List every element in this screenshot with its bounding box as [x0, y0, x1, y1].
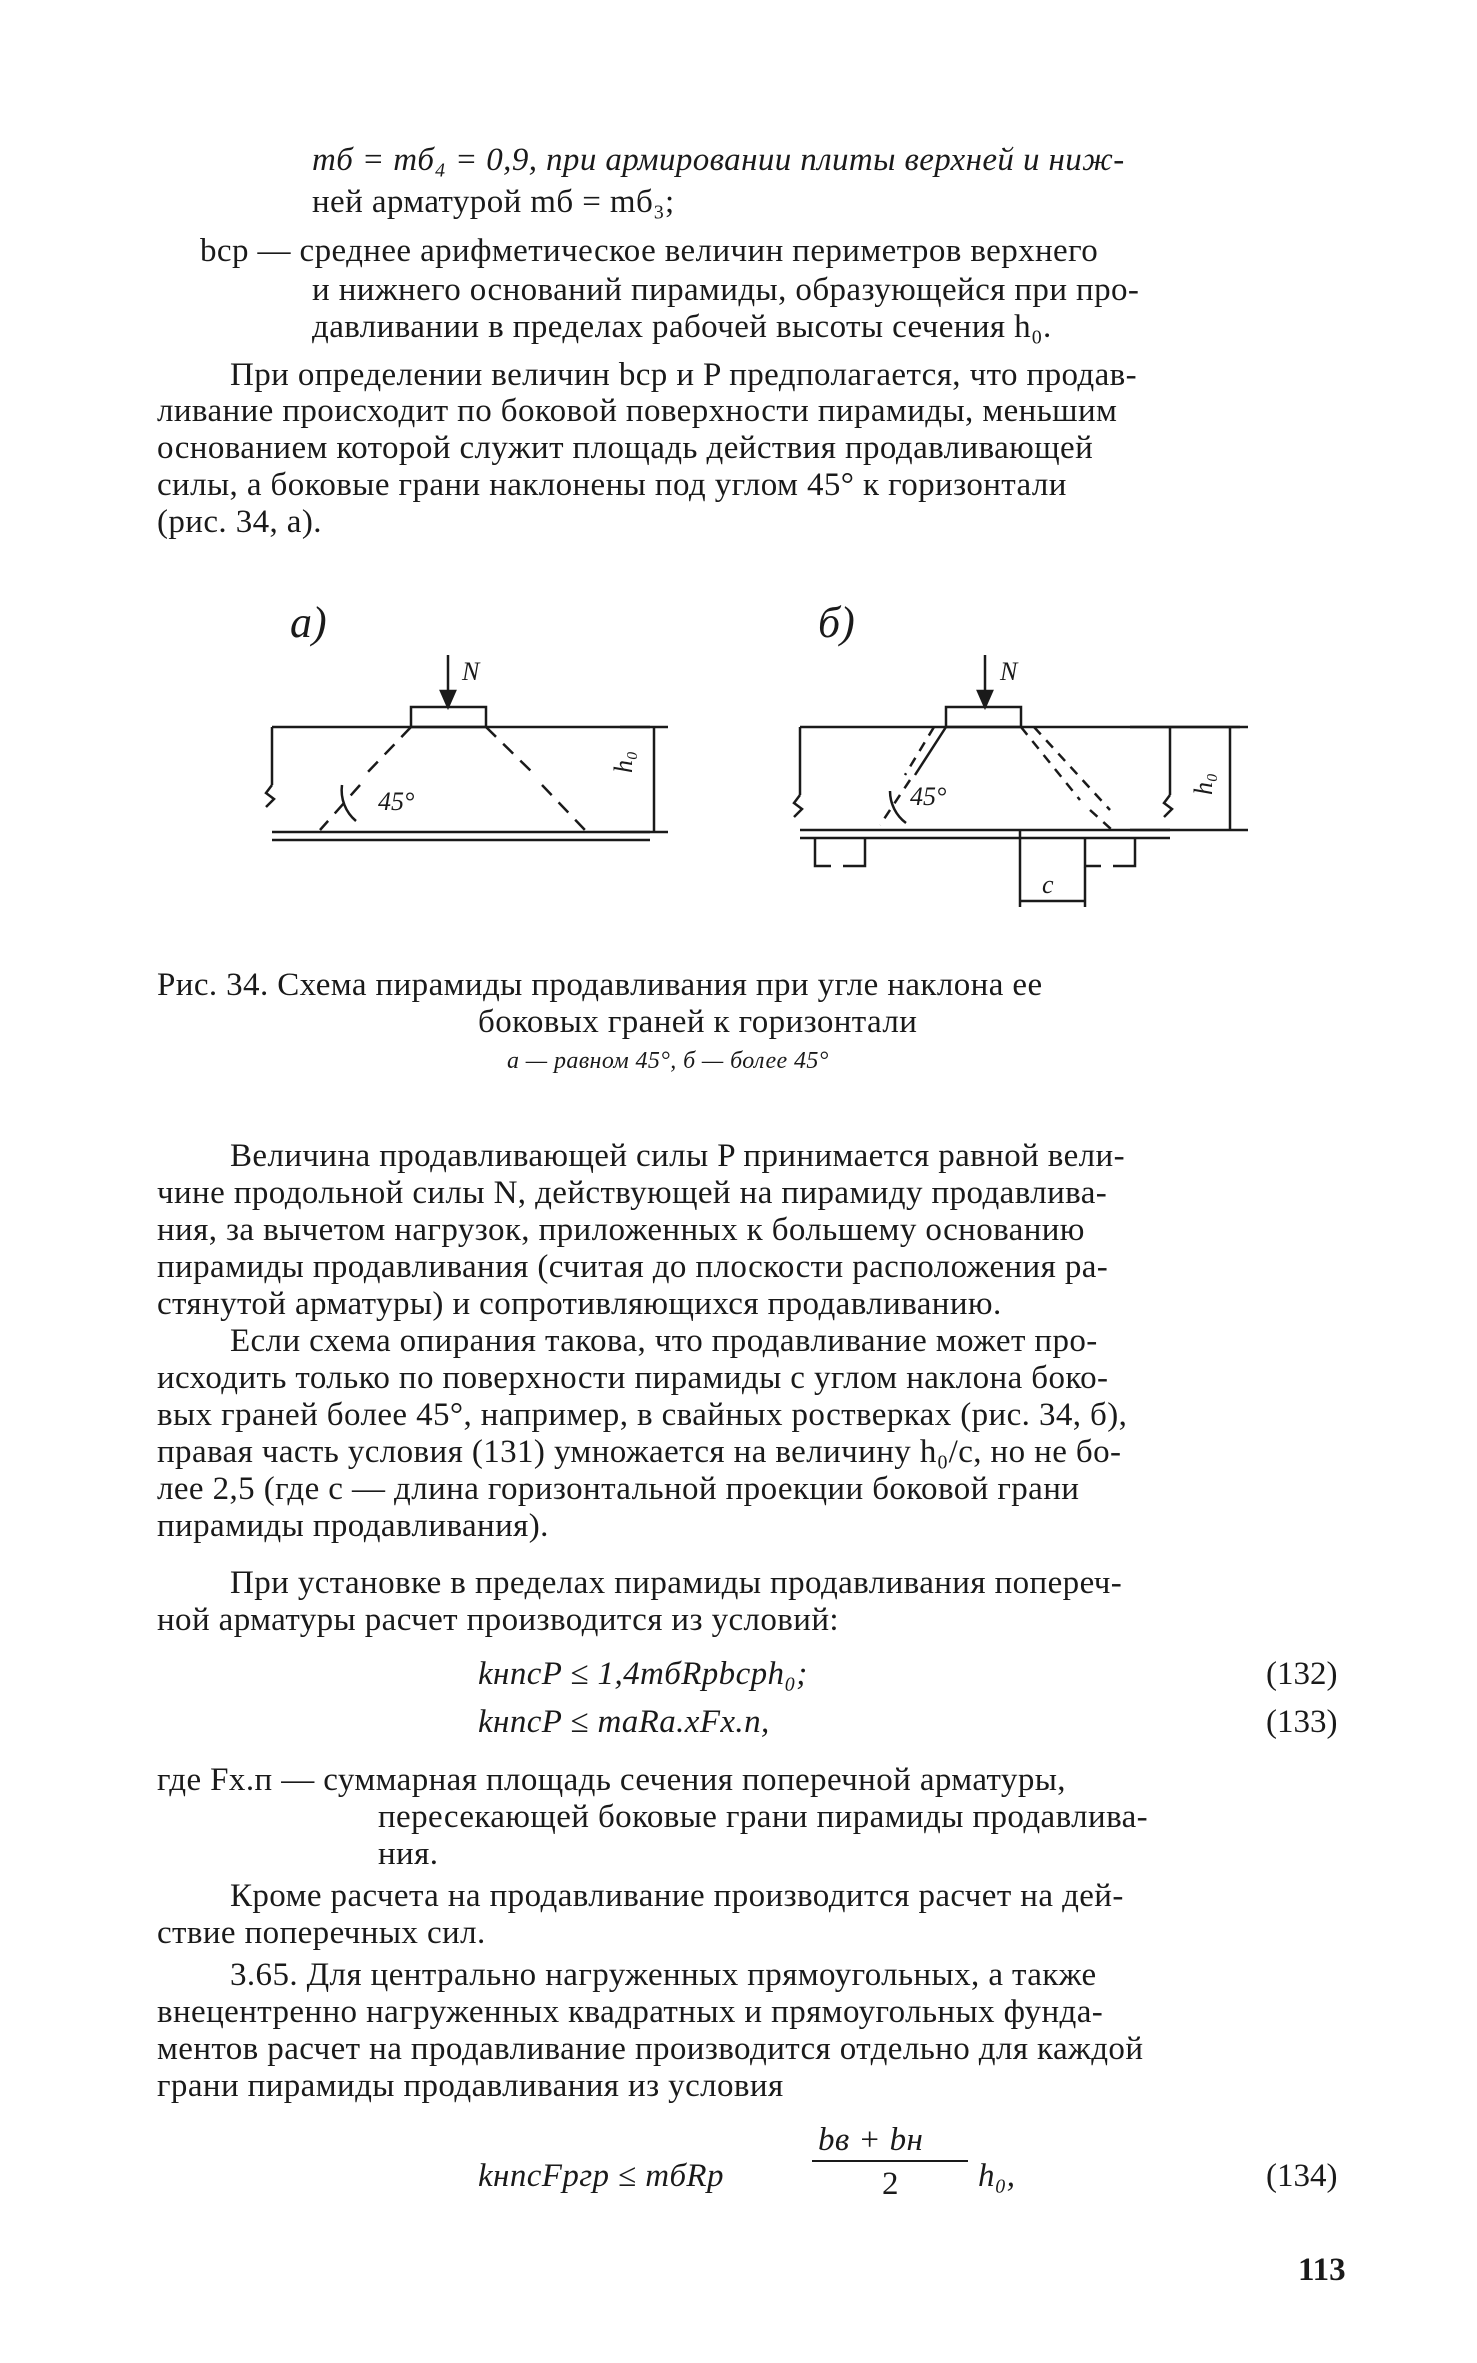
equation-134-left: kнnсFpгр ≤ mбRp: [478, 2158, 724, 2194]
equation-134-right: h₀,: [978, 2158, 1016, 2194]
equation-134-denominator: 2: [882, 2166, 899, 2202]
where-line-1: где Fх.п — суммарная площадь сечения поперечной арматуры,: [157, 1762, 1066, 1798]
fig-angle-a: 45°: [378, 787, 415, 816]
equation-132-number: (132): [1266, 1656, 1338, 1692]
para5-line-1: Кроме расчета на продавливание производится расчет на дей-: [230, 1878, 1124, 1914]
fig-label-b: б): [818, 598, 855, 647]
equation-134-numerator: bв + bн: [818, 2122, 924, 2158]
def-line-5: давливании в пределах рабочей высоты сечения h₀.: [312, 309, 1052, 345]
diagram-b: [794, 655, 1248, 907]
para3-line-5: лее 2,5 (где c — длина горизонтальной проекции боковой грани: [157, 1471, 1080, 1507]
para6-line-4: грани пирамиды продавливания из условия: [157, 2068, 784, 2104]
para6-line-1: 3.65. Для центрально нагруженных прямоугольных, а также: [230, 1957, 1097, 1993]
page-number: 113: [1298, 2252, 1346, 2288]
para3-line-3: вых граней более 45°, например, в свайных ростверках (рис. 34, б),: [157, 1397, 1128, 1433]
para4-line-2: ной арматуры расчет производится из условий:: [157, 1602, 839, 1638]
equation-134-number: (134): [1266, 2158, 1338, 2194]
equation-134-fraction-bar: [812, 2160, 968, 2162]
def-line-1: mб = mб₄ = 0,9, при армировании плиты верхней и ниж-: [312, 142, 1125, 178]
equation-133-number: (133): [1266, 1704, 1338, 1740]
caption-line-2: боковых граней к горизонтали: [478, 1004, 918, 1040]
caption-line-3: а — равном 45°, б — более 45°: [507, 1048, 829, 1074]
para1-line-5: (рис. 34, а).: [157, 504, 322, 540]
para6-line-3: ментов расчет на продавливание производится отдельно для каждой: [157, 2031, 1144, 2067]
fig-label-a: а): [290, 598, 327, 647]
equation-132: kнnсP ≤ 1,4mбRpbсрh₀;: [478, 1656, 808, 1692]
fig-c-label: c: [1042, 870, 1054, 899]
fig-force-b: N: [1000, 657, 1018, 686]
para2-line-3: ния, за вычетом нагрузок, приложенных к большему основанию: [157, 1212, 1085, 1248]
para5-line-2: ствие поперечных сил.: [157, 1915, 486, 1951]
para4-line-1: При установке в пределах пирамиды продавливания попереч-: [230, 1565, 1123, 1601]
where-line-3: ния.: [378, 1836, 439, 1872]
para6-line-2: внецентренно нагруженных квадратных и прямоугольных фунда-: [157, 1994, 1104, 2030]
fig-angle-b: 45°: [910, 782, 947, 811]
para1-line-3: основанием которой служит площадь действия продавливающей: [157, 430, 1094, 466]
para1-line-2: ливание происходит по боковой поверхности пирамиды, меньшим: [157, 393, 1118, 429]
caption-line-1: Рис. 34. Схема пирамиды продавливания при угле наклона ее: [157, 967, 1043, 1003]
figure-34: [0, 585, 1477, 945]
fig-height-a: h₀: [609, 750, 638, 773]
para2-line-2: чине продольной силы N, действующей на пирамиду продавлива-: [157, 1175, 1108, 1211]
para2-line-4: пирамиды продавливания (считая до плоскости расположения ра-: [157, 1249, 1109, 1285]
para1-line-1: При определении величин bср и P предполагается, что продав-: [230, 357, 1138, 393]
def-line-4: и нижнего оснований пирамиды, образующейся при про-: [312, 272, 1140, 308]
para3-line-2: исходить только по поверхности пирамиды с углом наклона боко-: [157, 1360, 1109, 1396]
fig-height-b: h₀: [1189, 772, 1218, 795]
def-line-2: ней арматурой mб = mб₃;: [312, 184, 675, 220]
para2-line-5: стянутой арматуры) и сопротивляющихся продавливанию.: [157, 1286, 1002, 1322]
para2-line-1: Величина продавливающей силы P принимается равной вели-: [230, 1138, 1125, 1174]
para1-line-4: силы, а боковые грани наклонены под углом 45° к горизонтали: [157, 467, 1067, 503]
def-line-3: bср — среднее арифметическое величин периметров верхнего: [200, 233, 1099, 269]
para3-line-1: Если схема опирания такова, что продавливание может про-: [230, 1323, 1098, 1359]
fig-force-a: N: [462, 657, 480, 686]
equation-133: kнnсP ≤ maRа.хFх.п,: [478, 1704, 770, 1740]
para3-line-4: правая часть условия (131) умножается на величину h₀/c, но не бо-: [157, 1434, 1122, 1470]
para3-line-6: пирамиды продавливания).: [157, 1508, 549, 1544]
where-line-2: пересекающей боковые грани пирамиды продавлива-: [378, 1799, 1149, 1835]
